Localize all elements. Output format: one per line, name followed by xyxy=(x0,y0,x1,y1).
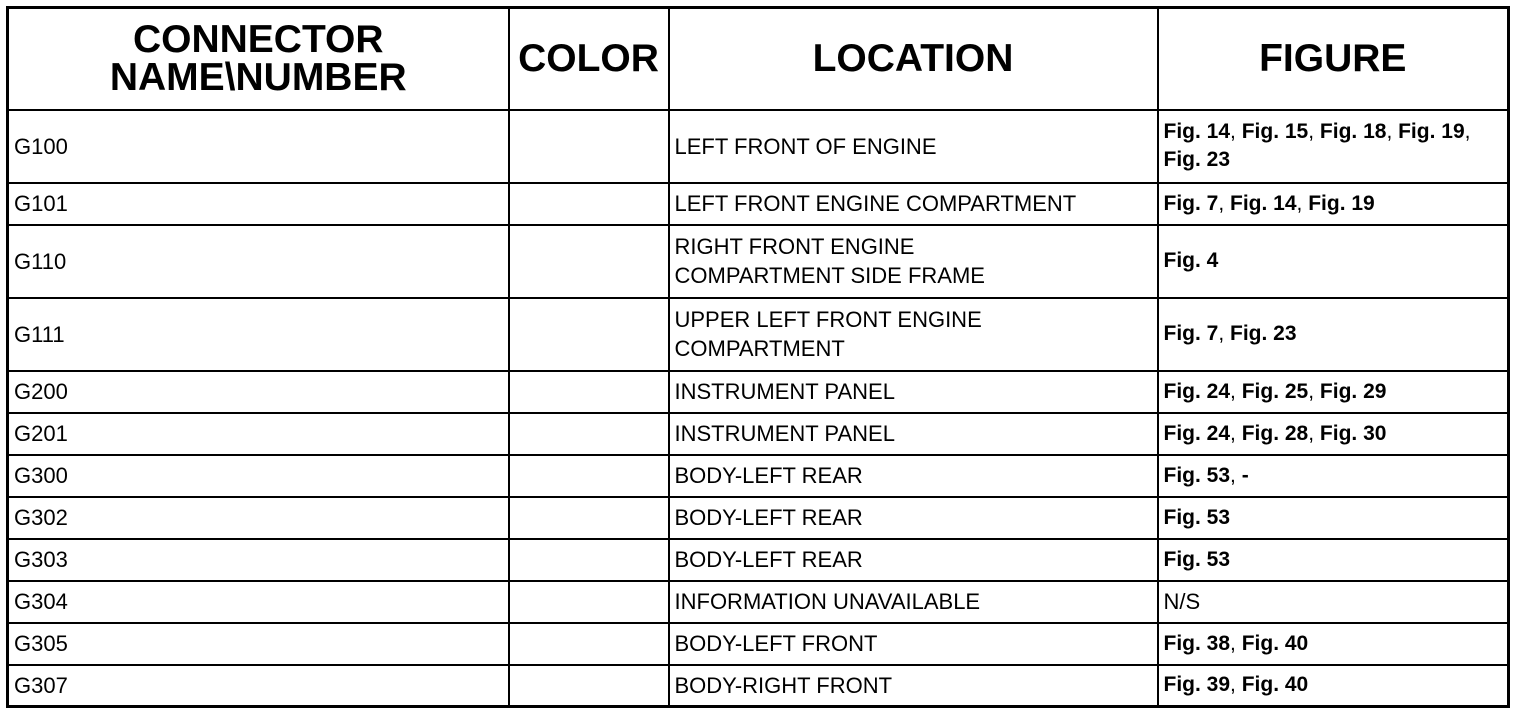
figure-reference: Fig. 14 xyxy=(1230,191,1297,215)
figure-separator: , xyxy=(1308,120,1320,143)
header-color: COLOR xyxy=(509,8,669,110)
figure-reference: Fig. 24 xyxy=(1163,379,1231,403)
connector-name-cell: G100 xyxy=(8,110,509,183)
color-cell xyxy=(509,539,669,581)
connector-name-cell: G305 xyxy=(8,623,509,665)
figure-reference: Fig. 7 xyxy=(1163,191,1219,215)
figure-cell xyxy=(1158,225,1509,298)
color-cell xyxy=(509,665,669,707)
header-row xyxy=(8,8,1509,110)
figure-cell xyxy=(1158,665,1509,707)
table-row xyxy=(8,581,1509,623)
header-connector-line2: NAME\NUMBER xyxy=(109,55,407,99)
figure-reference: - xyxy=(1241,463,1249,487)
figure-separator: , xyxy=(1218,191,1231,215)
table-row xyxy=(8,539,1509,581)
color-cell xyxy=(509,581,669,623)
figure-cell xyxy=(1158,455,1509,497)
figure-reference: Fig. 40 xyxy=(1241,673,1309,697)
table-row xyxy=(8,371,1509,413)
figure-reference: Fig. 25 xyxy=(1241,379,1309,403)
figure-cell xyxy=(1158,183,1509,225)
color-cell xyxy=(509,413,669,455)
color-cell xyxy=(509,183,669,225)
figure-reference: Fig. 15 xyxy=(1241,120,1309,143)
header-connector-line1: CONNECTOR xyxy=(132,17,384,61)
table-body xyxy=(8,110,1509,707)
location-cell: LEFT FRONT ENGINE COMPARTMENT xyxy=(669,183,1158,225)
figure-reference: Fig. 18 xyxy=(1319,120,1387,143)
location-cell: BODY-LEFT REAR xyxy=(669,539,1158,581)
connector-name-cell: G110 xyxy=(8,225,509,298)
figure-separator: , xyxy=(1230,673,1242,697)
figure-separator: , xyxy=(1218,322,1231,345)
figure-reference: Fig. 19 xyxy=(1308,191,1375,215)
table-row xyxy=(8,497,1509,539)
figure-reference: Fig. 53 xyxy=(1163,547,1231,571)
figure-reference: Fig. 53 xyxy=(1163,463,1231,487)
location-cell: BODY-LEFT FRONT xyxy=(669,623,1158,665)
connector-name-cell: G304 xyxy=(8,581,509,623)
table-row xyxy=(8,623,1509,665)
header-connector-name xyxy=(8,8,509,110)
header-figure: FIGURE xyxy=(1158,8,1509,110)
figure-reference: Fig. 23 xyxy=(1230,322,1297,345)
location-cell: BODY-RIGHT FRONT xyxy=(669,665,1158,707)
figure-separator: , xyxy=(1308,421,1320,445)
color-cell xyxy=(509,623,669,665)
color-cell xyxy=(509,497,669,539)
location-cell: LEFT FRONT OF ENGINE xyxy=(669,110,1158,183)
connector-name-cell: G303 xyxy=(8,539,509,581)
location-cell: BODY-LEFT REAR xyxy=(669,455,1158,497)
location-cell: BODY-LEFT REAR xyxy=(669,497,1158,539)
figure-reference: Fig. 39 xyxy=(1163,673,1231,697)
table-row xyxy=(8,110,1509,183)
figure-separator: , xyxy=(1230,421,1242,445)
table-row xyxy=(8,225,1509,298)
color-cell xyxy=(509,225,669,298)
location-cell: INSTRUMENT PANEL xyxy=(669,371,1158,413)
figure-reference: Fig. 28 xyxy=(1241,421,1309,445)
connector-name-cell: G307 xyxy=(8,665,509,707)
figure-reference: Fig. 40 xyxy=(1241,631,1309,655)
color-cell xyxy=(509,110,669,183)
connector-table xyxy=(6,6,1510,708)
figure-cell: N/S xyxy=(1158,581,1509,623)
figure-reference: Fig. 29 xyxy=(1319,379,1387,403)
figure-reference: Fig. 4 xyxy=(1163,249,1219,272)
color-cell xyxy=(509,371,669,413)
figure-separator: , xyxy=(1230,463,1242,487)
figure-cell xyxy=(1158,413,1509,455)
figure-reference: Fig. 30 xyxy=(1319,421,1387,445)
location-cell: RIGHT FRONT ENGINE COMPARTMENT SIDE FRAME xyxy=(669,225,1158,298)
figure-cell xyxy=(1158,110,1509,183)
connector-name-cell: G111 xyxy=(8,298,509,371)
figure-reference: Fig. 24 xyxy=(1163,421,1231,445)
table-row xyxy=(8,455,1509,497)
figure-separator: , xyxy=(1230,120,1242,143)
color-cell xyxy=(509,455,669,497)
location-cell: INFORMATION UNAVAILABLE xyxy=(669,581,1158,623)
figure-cell xyxy=(1158,623,1509,665)
figure-cell xyxy=(1158,371,1509,413)
figure-separator: , xyxy=(1386,120,1399,143)
table-row xyxy=(8,665,1509,707)
figure-cell xyxy=(1158,539,1509,581)
figure-separator: , xyxy=(1230,631,1242,655)
connector-name-cell: G300 xyxy=(8,455,509,497)
figure-reference: Fig. 14 xyxy=(1163,120,1231,143)
table-row xyxy=(8,413,1509,455)
connector-name-cell: G101 xyxy=(8,183,509,225)
figure-cell xyxy=(1158,497,1509,539)
header-location: LOCATION xyxy=(669,8,1158,110)
figure-reference: Fig. 19 xyxy=(1398,120,1465,143)
figure-separator: , xyxy=(1464,120,1471,143)
figure-reference: Fig. 23 xyxy=(1163,148,1231,171)
color-cell xyxy=(509,298,669,371)
figure-cell xyxy=(1158,298,1509,371)
table-row xyxy=(8,298,1509,371)
location-cell: UPPER LEFT FRONT ENGINE COMPARTMENT xyxy=(669,298,1158,371)
connector-name-cell: G200 xyxy=(8,371,509,413)
figure-separator: , xyxy=(1296,191,1309,215)
connector-name-cell: G201 xyxy=(8,413,509,455)
location-cell: INSTRUMENT PANEL xyxy=(669,413,1158,455)
connector-name-cell: G302 xyxy=(8,497,509,539)
figure-separator: , xyxy=(1308,379,1320,403)
figure-reference: Fig. 7 xyxy=(1163,322,1219,345)
figure-reference: Fig. 38 xyxy=(1163,631,1231,655)
table-row xyxy=(8,183,1509,225)
figure-reference: Fig. 53 xyxy=(1163,505,1231,529)
figure-separator: , xyxy=(1230,379,1242,403)
